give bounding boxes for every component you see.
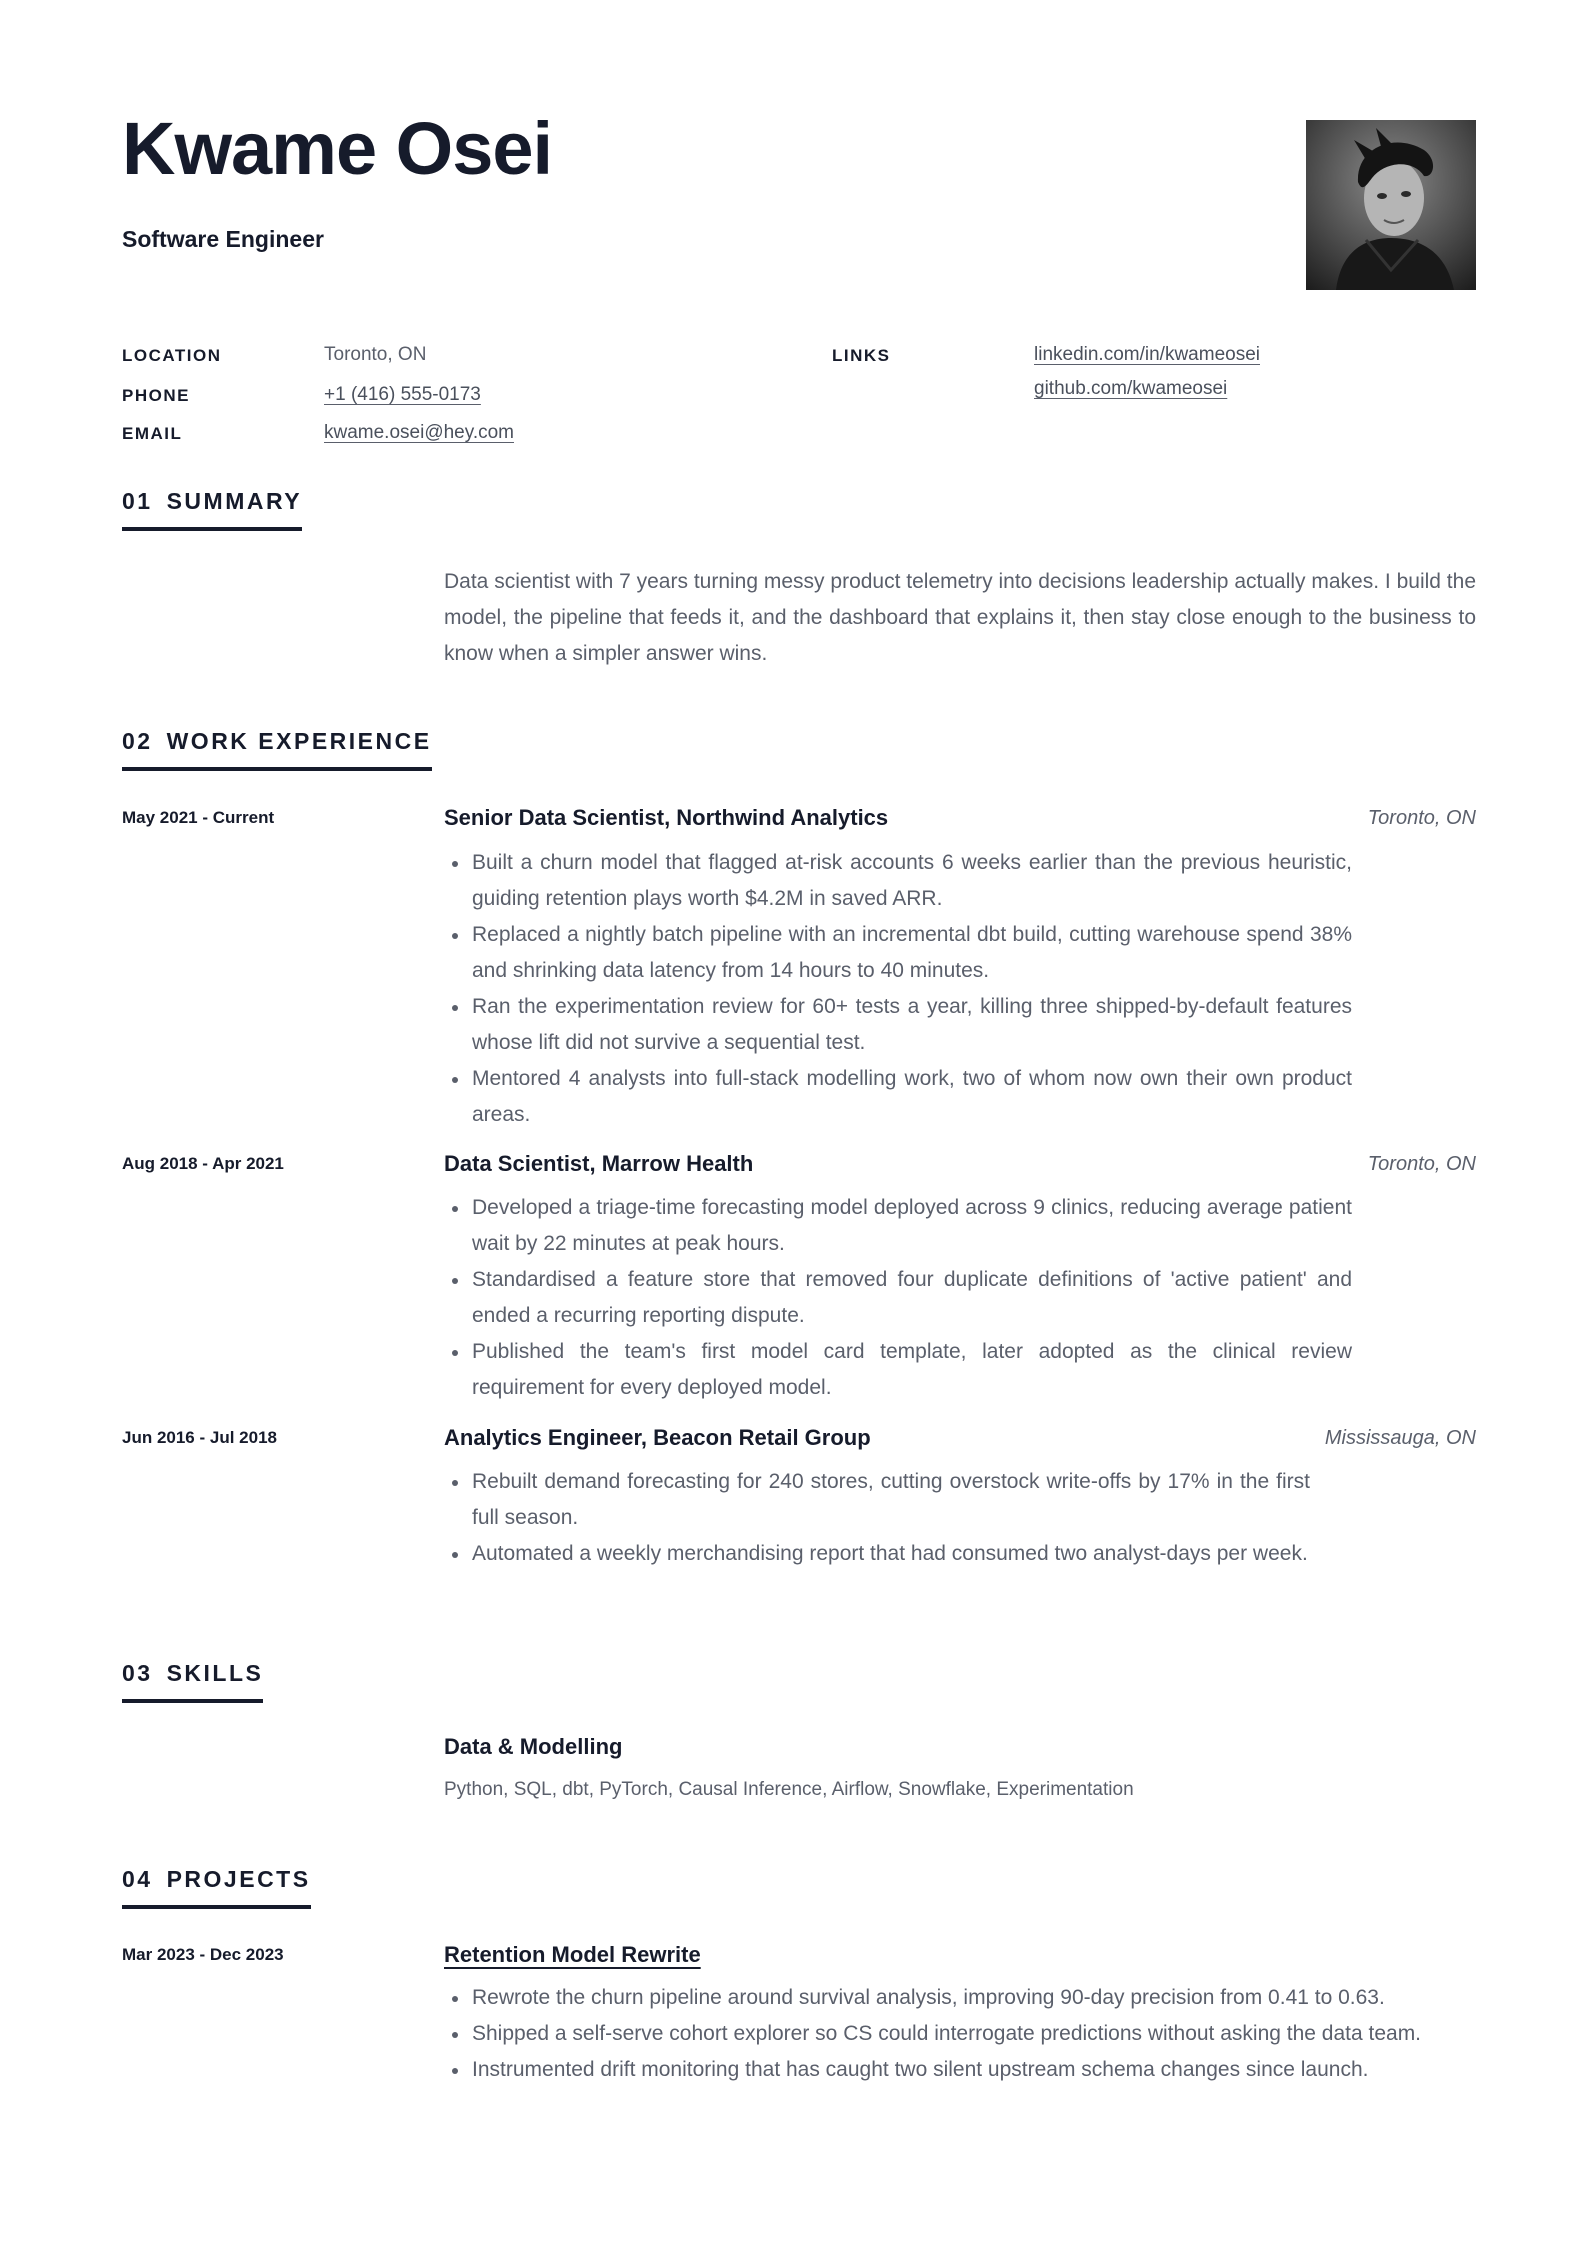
job-location: Toronto, ON: [1367, 807, 1476, 829]
section-skills-heading: [122, 1660, 263, 1703]
job-location: Toronto, ON: [1367, 1153, 1476, 1175]
section-title: PROJECTS: [166, 1866, 311, 1892]
project-bullets: [444, 1980, 1452, 2088]
project-title-link[interactable]: Retention Model Rewrite: [444, 1942, 701, 1967]
phone-label: PHONE: [122, 386, 190, 405]
bullet-item: Standardised a feature store that removed four duplicate definitions of 'active patient' and ended a recurring reporting dispute.: [444, 1262, 1352, 1334]
section-number: 04: [122, 1866, 153, 1892]
bullet-item: Shipped a self-serve cohort explorer so CS could interrogate predictions without asking the data team.: [444, 2016, 1452, 2052]
bullet-item: Replaced a nightly batch pipeline with an incremental dbt build, cutting warehouse spend 38% and shrinking data latency from 14 hours to 40 minutes.: [444, 917, 1352, 989]
bullet-item: Ran the experimentation review for 60+ tests a year, killing three shipped-by-default features whose lift did not survive a sequential test.: [444, 989, 1352, 1061]
section-projects-heading: [122, 1866, 311, 1909]
job-bullets: [444, 1464, 1310, 1572]
email-label: EMAIL: [122, 424, 183, 443]
section-summary-heading: [122, 488, 302, 531]
location-value: Toronto, ON: [324, 344, 427, 365]
section-title: WORK EXPERIENCE: [166, 728, 432, 754]
project-dates: Mar 2023 - Dec 2023: [122, 1945, 284, 1964]
section-title: SUMMARY: [166, 488, 303, 514]
skill-list: Python, SQL, dbt, PyTorch, Causal Inference, Airflow, Snowflake, Experimentation: [444, 1779, 1134, 1800]
bullet-item: Built a churn model that flagged at-risk accounts 6 weeks earlier than the previous heuristic, guiding retention plays worth $4.2M in saved ARR.: [444, 845, 1352, 917]
job-title: Senior Data Scientist, Northwind Analytics: [444, 805, 889, 830]
job-dates: Jun 2016 - Jul 2018: [122, 1428, 277, 1447]
job-title: Data Scientist, Marrow Health: [444, 1151, 754, 1176]
job-bullets: [444, 1190, 1352, 1406]
bullet-item: Automated a weekly merchandising report that had consumed two analyst-days per week.: [444, 1536, 1310, 1572]
job-dates: Aug 2018 - Apr 2021: [122, 1154, 284, 1173]
section-number: 03: [122, 1660, 153, 1686]
section-number: 02: [122, 728, 153, 754]
github-link[interactable]: github.com/kwameosei: [1034, 378, 1228, 399]
job-dates: May 2021 - Current: [122, 808, 275, 827]
email-link[interactable]: kwame.osei@hey.com: [324, 422, 514, 443]
profile-photo: [1306, 120, 1476, 290]
summary-text: Data scientist with 7 years turning messy product telemetry into decisions leadership actually makes. I build the model, the pipeline that feeds it, and the dashboard that explains it, then stay close enough to the business to know when a simpler answer wins.: [444, 570, 1476, 665]
section-number: 01: [122, 488, 153, 514]
skill-category: Data & Modelling: [444, 1734, 623, 1759]
candidate-role: Software Engineer: [122, 226, 324, 252]
job-bullets: [444, 845, 1352, 1133]
job-title: Analytics Engineer, Beacon Retail Group: [444, 1425, 871, 1450]
bullet-item: Rewrote the churn pipeline around survival analysis, improving 90-day precision from 0.41 to 0.63.: [444, 1980, 1452, 2016]
job-location: Mississauga, ON: [1324, 1427, 1476, 1449]
section-experience-heading: [122, 728, 432, 771]
candidate-name: Kwame Osei: [122, 107, 553, 190]
bullet-item: Mentored 4 analysts into full-stack modelling work, two of whom now own their own product areas.: [444, 1061, 1352, 1133]
bullet-item: Developed a triage-time forecasting model deployed across 9 clinics, reducing average patient wait by 22 minutes at peak hours.: [444, 1190, 1352, 1262]
portrait-image: [1306, 120, 1476, 290]
section-title: SKILLS: [166, 1660, 264, 1686]
bullet-item: Published the team's first model card template, later adopted as the clinical review requirement for every deployed model.: [444, 1334, 1352, 1406]
linkedin-link[interactable]: linkedin.com/in/kwameosei: [1034, 344, 1260, 365]
bullet-item: Rebuilt demand forecasting for 240 stores, cutting overstock write-offs by 17% in the first full season.: [444, 1464, 1310, 1536]
phone-link[interactable]: +1 (416) 555-0173: [324, 384, 481, 405]
location-label: LOCATION: [122, 346, 222, 365]
bullet-item: Instrumented drift monitoring that has caught two silent upstream schema changes since launch.: [444, 2052, 1452, 2088]
links-label: LINKS: [832, 346, 891, 365]
